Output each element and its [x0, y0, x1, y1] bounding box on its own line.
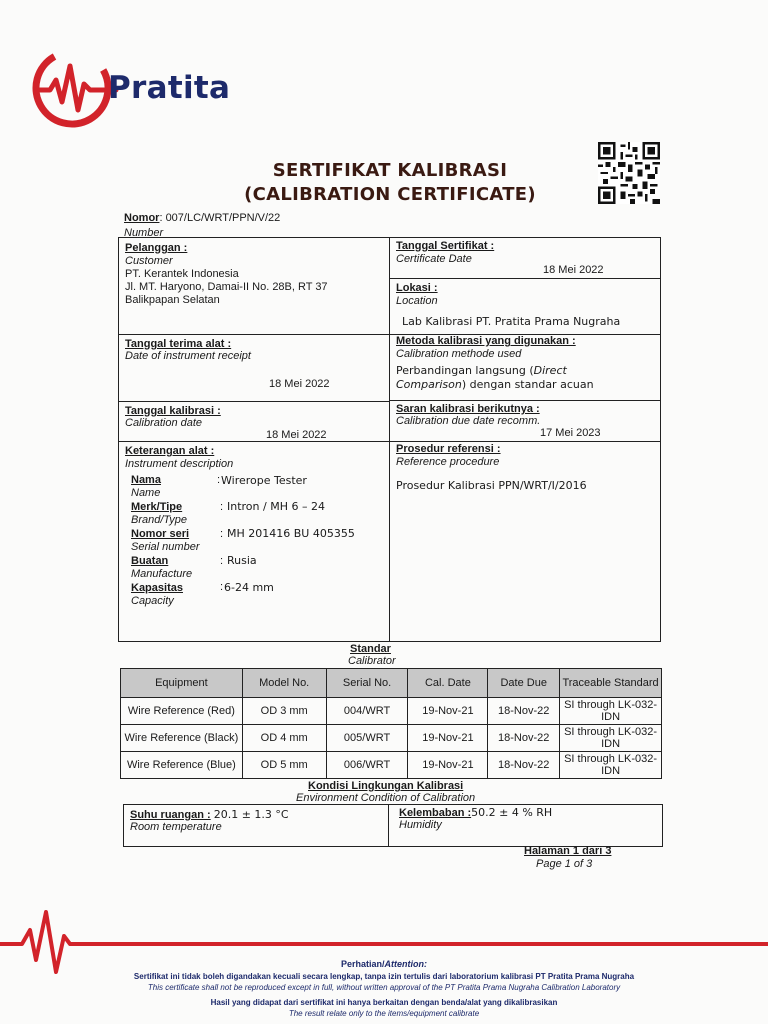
suhu-value: 20.1 ± 1.3 °C [213, 808, 289, 821]
table-row [121, 698, 662, 725]
certificate-date: 18 Mei 2022 [543, 264, 604, 276]
pelanggan-label: Pelanggan : [125, 242, 188, 254]
cell: 004/WRT [326, 698, 408, 725]
env-divider [388, 805, 389, 846]
grid-line [119, 334, 390, 335]
info-grid [118, 237, 661, 642]
grid-line [389, 441, 661, 442]
field-nama-sub: Name [131, 487, 161, 499]
cell: 19-Nov-21 [408, 698, 488, 725]
cell: 005/WRT [326, 725, 408, 752]
tanggal-sertifikat-sub: Certificate Date [396, 253, 472, 265]
nomor-label: Nomor [124, 212, 160, 224]
field-nama-value: Wirerope Tester [221, 474, 307, 487]
cell: OD 3 mm [242, 698, 326, 725]
table-row [121, 725, 662, 752]
kondisi-title: Kondisi Lingkungan Kalibrasi [308, 780, 464, 792]
field-kapasitas-value: 6-24 mm [224, 581, 274, 594]
grid-line [389, 400, 661, 401]
metoda-sub: Calibration methode used [396, 348, 522, 360]
cell: 18-Nov-22 [488, 752, 560, 779]
customer-name: PT. Kerantek Indonesia [125, 268, 239, 280]
field-buatan-sep: : [220, 555, 224, 567]
field-serial-sub: Serial number [131, 541, 200, 553]
tanggal-kalibrasi-sub: Calibration date [125, 417, 203, 429]
location-value: Lab Kalibrasi PT. Pratita Prama Nugraha [402, 315, 621, 328]
certificate-number [124, 212, 280, 225]
field-nama-label: Nama [131, 474, 161, 486]
procedure-value: Prosedur Kalibrasi PPN/WRT/I/2016 [396, 479, 587, 492]
kelembaban-row [399, 806, 552, 820]
tanggal-terima-label: Tanggal terima alat : [125, 338, 232, 350]
col-serial: Serial No. [326, 669, 408, 698]
metoda-label: Metoda kalibrasi yang digunakan : [396, 335, 576, 347]
suhu-row [130, 808, 289, 822]
customer-address: Jl. MT. Haryono, Damai-II No. 28B, RT 37 [125, 281, 328, 293]
suhu-label: Suhu ruangan : [130, 809, 211, 821]
tanggal-sertifikat-label: Tanggal Sertifikat : [396, 240, 495, 252]
keterangan-label: Keterangan alat : [125, 445, 215, 457]
certificate-title: SERTIFIKAT KALIBRASI [272, 160, 508, 181]
receipt-date: 18 Mei 2022 [269, 378, 330, 390]
field-serial-label: Nomor seri [131, 528, 190, 540]
cell: 006/WRT [326, 752, 408, 779]
lokasi-label: Lokasi : [396, 282, 438, 294]
prosedur-sub: Reference procedure [396, 456, 500, 468]
kelembaban-sub: Humidity [399, 819, 442, 831]
field-buatan-label: Buatan [131, 555, 169, 567]
saran-label: Saran kalibrasi berikutnya : [396, 403, 540, 415]
grid-line [119, 441, 390, 442]
keterangan-sub: Instrument description [125, 458, 234, 470]
suhu-sub: Room temperature [130, 821, 222, 833]
prosedur-label: Prosedur referensi : [396, 443, 501, 455]
page-indicator-sub: Page 1 of 3 [536, 858, 593, 870]
pelanggan-sub: Customer [125, 255, 173, 267]
due-date: 17 Mei 2023 [540, 427, 601, 439]
nomor-sub: Number [124, 227, 164, 239]
customer-city: Balikpapan Selatan [125, 294, 220, 306]
grid-line [389, 278, 661, 279]
certificate-subtitle: (CALIBRATION CERTIFICATE) [244, 184, 536, 205]
cell: 18-Nov-22 [488, 725, 560, 752]
calibrator-table [120, 668, 662, 779]
cell: Wire Reference (Blue) [121, 752, 243, 779]
standar-sub: Calibrator [348, 655, 396, 667]
cell: Wire Reference (Black) [121, 725, 243, 752]
brand-name: Pratita [108, 70, 231, 106]
field-kapasitas-sub: Capacity [131, 595, 174, 607]
col-traceable: Traceable Standard [560, 669, 662, 698]
cell: SI through LK-032-IDN [560, 698, 662, 725]
kelembaban-value: 50.2 ± 4 % RH [471, 806, 553, 819]
nomor-value: : 007/LC/WRT/PPN/V/22 [159, 212, 281, 224]
footer-result-en: The result relate only to the items/equipment calibrate [288, 1009, 480, 1018]
col-model: Model No. [242, 669, 326, 698]
kelembaban-label: Kelembaban : [399, 807, 472, 819]
col-cal-date: Cal. Date [408, 669, 488, 698]
field-merk-value: Intron / MH 6 – 24 [227, 500, 325, 513]
field-serial-value: MH 201416 BU 405355 [227, 527, 355, 540]
footer-result-id: Hasil yang didapat dari sertifikat ini hanya berkaitan dengan benda/alat yang dikalibrasikan [210, 998, 558, 1007]
metoda-line1: Perbandingan langsung (Direct [396, 364, 567, 377]
kondisi-sub: Environment Condition of Calibration [296, 792, 476, 804]
table-header-row [121, 669, 662, 698]
cell: OD 5 mm [242, 752, 326, 779]
table-row [121, 752, 662, 779]
grid-line [119, 401, 390, 402]
cell: SI through LK-032-IDN [560, 752, 662, 779]
field-kapasitas-sep: : [220, 581, 224, 593]
metoda-line2: Comparison) dengan standar acuan [396, 378, 594, 391]
field-buatan-value: Rusia [227, 554, 257, 567]
col-date-due: Date Due [488, 669, 560, 698]
field-nama-sep: : [217, 474, 221, 486]
field-merk-label: Merk/Tipe [131, 501, 183, 513]
calibration-date: 18 Mei 2022 [266, 429, 327, 441]
cell: 19-Nov-21 [408, 725, 488, 752]
cell: 19-Nov-21 [408, 752, 488, 779]
page-indicator: Halaman 1 dari 3 [524, 845, 612, 857]
field-serial-sep: : [220, 528, 224, 540]
attention-title: Perhatian/Attention: [340, 959, 427, 969]
col-equipment: Equipment [121, 669, 243, 698]
cell: 18-Nov-22 [488, 698, 560, 725]
field-buatan-sub: Manufacture [131, 568, 193, 580]
cell: Wire Reference (Red) [121, 698, 243, 725]
footer-note-id: Sertifikat ini tidak boleh digandakan kecuali secara lengkap, tanpa izin tertulis dari laboratorium kalibrasi PT Pratita Prama Nugraha [133, 972, 635, 981]
saran-sub: Calibration due date recomm. [396, 415, 541, 427]
standar-title: Standar [350, 643, 391, 655]
tanggal-kalibrasi-label: Tanggal kalibrasi : [125, 405, 221, 417]
environment-box [123, 804, 663, 847]
field-kapasitas-label: Kapasitas [131, 582, 183, 594]
field-merk-sub: Brand/Type [131, 514, 188, 526]
footer-note-en: This certificate shall not be reproduced except in full, without written approval of the PT Pratita Prama Nugraha Calibration Laboratory [147, 983, 621, 992]
cell: SI through LK-032-IDN [560, 725, 662, 752]
tanggal-terima-sub: Date of instrument receipt [125, 350, 251, 362]
grid-divider [389, 238, 390, 641]
field-merk-sep: : [220, 501, 224, 513]
lokasi-sub: Location [396, 295, 438, 307]
cell: OD 4 mm [242, 725, 326, 752]
